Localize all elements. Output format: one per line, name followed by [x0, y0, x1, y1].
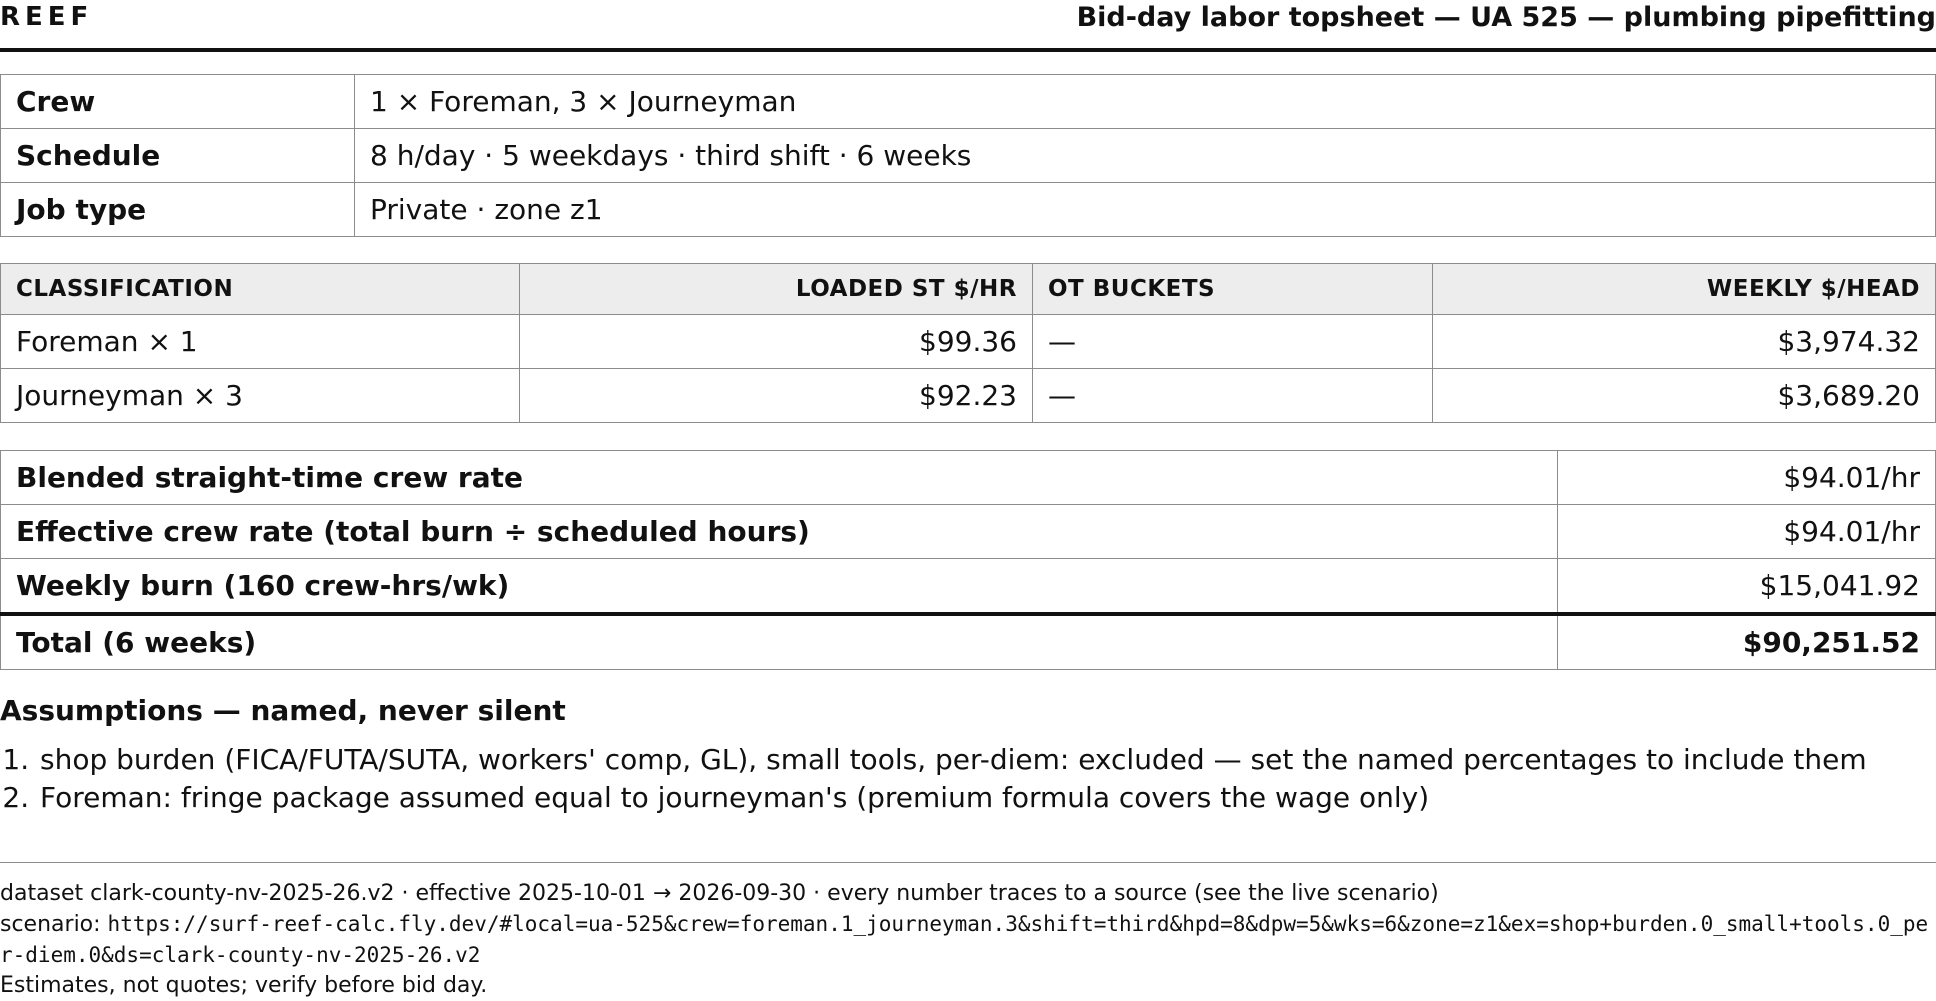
summary-label: Effective crew rate (total burn ÷ scheduled hours): [1, 505, 1558, 559]
job-info-table: [0, 74, 1936, 237]
ot-buckets-cell: —: [1033, 315, 1433, 369]
summary-value: $94.01/hr: [1558, 451, 1936, 505]
weekly-cell: $3,974.32: [1433, 315, 1936, 369]
info-row-crew: [1, 75, 1936, 129]
summary-label: Blended straight-time crew rate: [1, 451, 1558, 505]
dataset-line: dataset clark-county-nv-2025-26.v2 · effective 2025-10-01 → 2026-09-30 · every number traces to a source (see the live scenario): [0, 881, 1439, 906]
assumptions-heading: Assumptions — named, never silent: [0, 694, 566, 727]
page-title: Bid-day labor topsheet — UA 525 — plumbing pipefitting: [1076, 2, 1936, 33]
info-value: 8 h/day · 5 weekdays · third shift · 6 weeks: [355, 129, 1936, 183]
scenario-link[interactable]: https://surf-reef-calc.fly.dev/#local=ua-525&crew=foreman.1_journeyman.3&shift=third&hpd=8&dpw=5&wks=6&zone=z1&ex=shop+burden.0_small+tools.0_per-diem.0&ds=clark-county-nv-2025-26.v2: [0, 912, 1929, 967]
summary-value: $94.01/hr: [1558, 505, 1936, 559]
info-row-schedule: [1, 129, 1936, 183]
summary-row-weekly-burn: [1, 559, 1936, 615]
weekly-cell: $3,689.20: [1433, 369, 1936, 423]
loaded-rate-cell: $92.23: [520, 369, 1033, 423]
summary-table: [0, 450, 1936, 670]
summary-row-effective-rate: [1, 505, 1936, 559]
page-header: [0, 0, 1936, 52]
disclaimer: Estimates, not quotes; verify before bid day.: [0, 973, 488, 998]
scenario-label: scenario:: [0, 912, 101, 937]
total-label: Total (6 weeks): [1, 614, 1558, 670]
info-value: 1 × Foreman, 3 × Journeyman: [355, 75, 1936, 129]
info-label: Schedule: [1, 129, 355, 183]
column-header-classification: CLASSIFICATION: [1, 264, 520, 315]
loaded-rate-cell: $99.36: [520, 315, 1033, 369]
column-header-loaded-rate: LOADED ST $/HR: [520, 264, 1033, 315]
footer: [0, 862, 1936, 1001]
info-label: Crew: [1, 75, 355, 129]
ot-buckets-cell: —: [1033, 369, 1433, 423]
classification-cell: Journeyman × 3: [1, 369, 520, 423]
list-item: 2. Foreman: fringe package assumed equal to journeyman's (premium formula covers the wage only): [38, 779, 1936, 817]
list-item: 1. shop burden (FICA/FUTA/SUTA, workers' comp, GL), small tools, per-diem: excluded — set the named percentages to include them: [38, 741, 1936, 779]
column-header-ot-buckets: OT BUCKETS: [1033, 264, 1433, 315]
summary-value: $15,041.92: [1558, 559, 1936, 615]
info-label: Job type: [1, 183, 355, 237]
column-header-weekly-per-head: WEEKLY $/HEAD: [1433, 264, 1936, 315]
assumptions-list: [0, 741, 1936, 817]
rates-table: [0, 263, 1936, 423]
rates-header-row: [1, 264, 1936, 315]
info-row-job-type: [1, 183, 1936, 237]
brand-logo: REEF: [0, 2, 94, 32]
table-row: [1, 315, 1936, 369]
summary-row-blended-rate: [1, 451, 1936, 505]
scenario-line: [0, 909, 1936, 971]
info-value: Private · zone z1: [355, 183, 1936, 237]
summary-label: Weekly burn (160 crew-hrs/wk): [1, 559, 1558, 615]
table-row: [1, 369, 1936, 423]
total-value: $90,251.52: [1558, 614, 1936, 670]
summary-row-total: [1, 614, 1936, 670]
classification-cell: Foreman × 1: [1, 315, 520, 369]
